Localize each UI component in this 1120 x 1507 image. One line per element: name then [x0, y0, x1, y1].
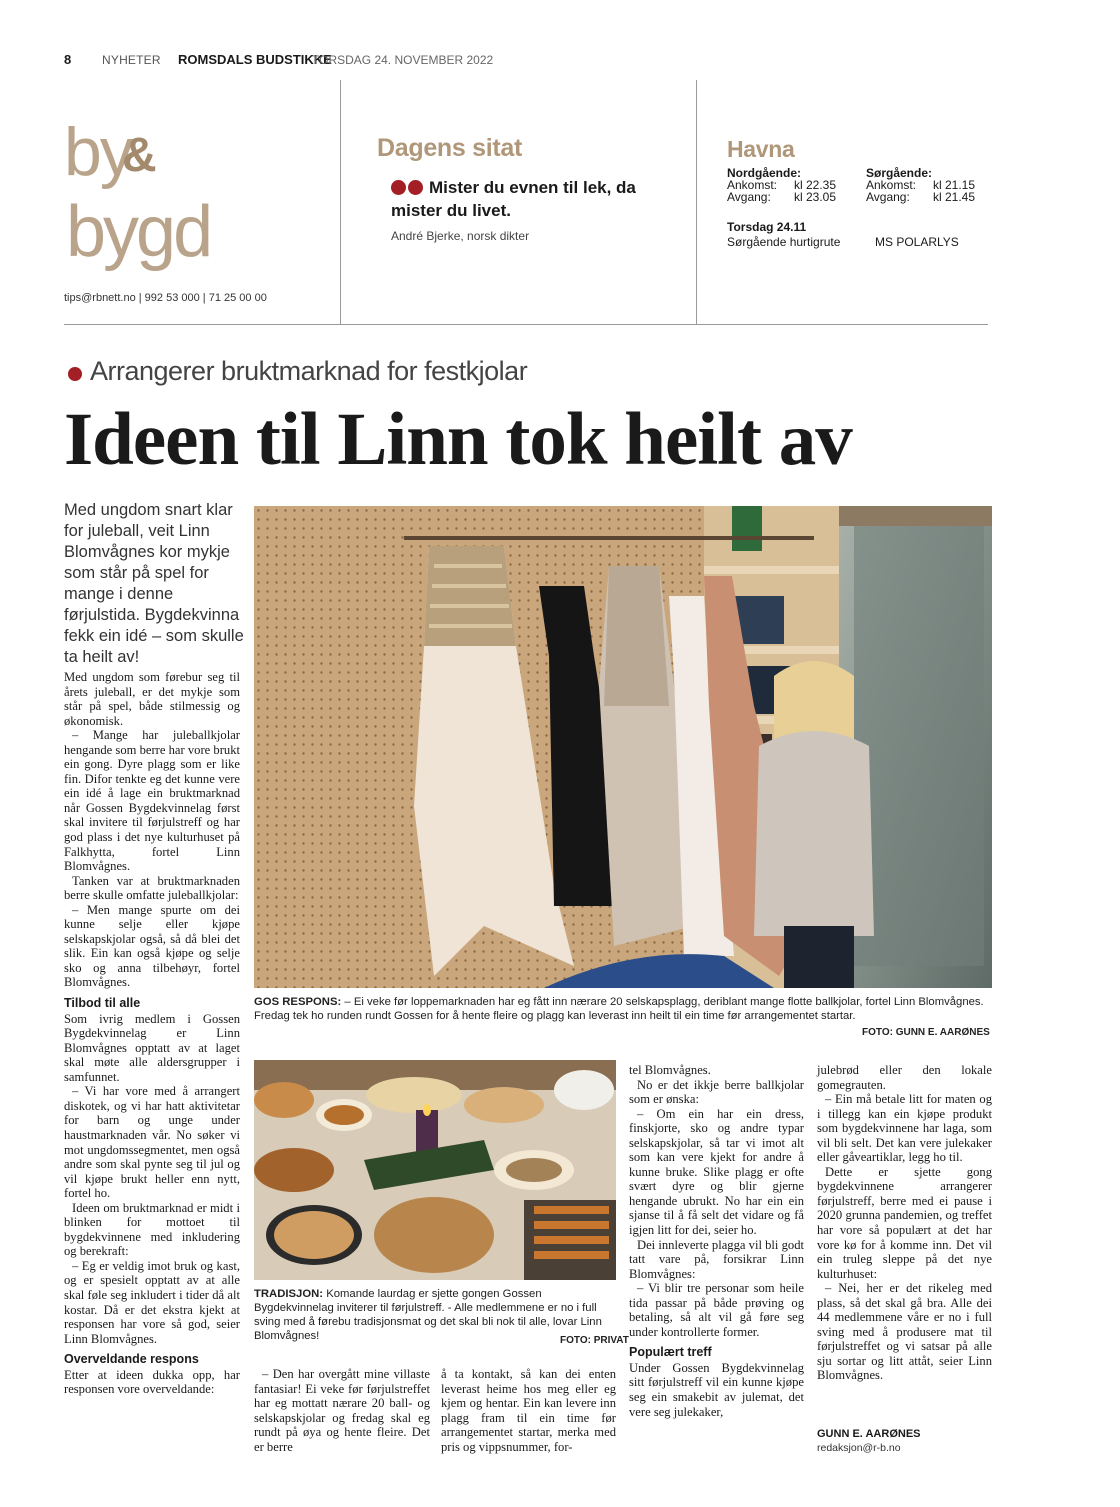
- paragraph: Under Gossen Bygdekvinnelag sitt førjulstreff vil ein kunne kjøpe seg ein smakebit av julemat, det vere seg julekaker,: [629, 1360, 804, 1419]
- logo-by: by: [64, 114, 132, 190]
- north-departure-time: kl 23.05: [794, 190, 837, 204]
- headline: Ideen til Linn tok heilt av: [64, 398, 852, 481]
- route-name: Sørgående hurtigrute: [727, 235, 841, 249]
- tips-contact: tips@rbnett.no | 992 53 000 | 71 25 00 00: [64, 292, 267, 304]
- north-arrival-time: kl 22.35: [794, 178, 837, 192]
- photo2-credit: FOTO: PRIVAT: [560, 1335, 629, 1346]
- north-departure-label: Avgang:: [727, 190, 771, 204]
- newspaper-name: ROMSDALS BUDSTIKKE: [178, 52, 332, 67]
- paragraph: – Ein må betale litt for maten og i tillegg kan ein kjøpe produkt som bygdekvinnene har laga, som vil bli selt. Det kan vere julekaker eller gåveartiklar, legg ho til.: [817, 1092, 992, 1165]
- quote-heading: Dagens sitat: [377, 134, 523, 162]
- subheading: Populært treff: [629, 1345, 712, 1360]
- section-label: NYHETER: [102, 53, 161, 67]
- paragraph: Tanken var at bruktmarknaden berre skulle omfatte juleballkjolar:: [64, 873, 240, 903]
- paragraph: – Mange har juleballkjolar hengande som berre har vore brukt ein gong. Dyre plagg som er like fin. Difor tenkte eg det kunne vere ein idé å lage ein bruktmarknad når Gossen Bygdekvinnelag først skal invitere til førjulstreff og har god plass i det nye kulturhuset på Falkhytta, fortel Linn Blomvågnes.: [64, 728, 240, 874]
- article-column-4: [629, 1063, 804, 1419]
- photo1-credit: FOTO: GUNN E. AARØNES: [862, 1027, 990, 1038]
- kicker-bullet-icon: [68, 367, 82, 381]
- route-day: Torsdag 24.11: [727, 220, 807, 234]
- logo-bygd: bygd: [66, 192, 211, 272]
- south-label: Sørgående:: [866, 166, 933, 180]
- paragraph: Som ivrig medlem i Gossen Bygdekvinnelag er Linn Blomvågnes opptatt av at laget skal møte alle aldersgrupper i samfunnet.: [64, 1011, 240, 1084]
- issue-date: TORSDAG 24. NOVEMBER 2022: [312, 53, 494, 67]
- article-column-2: [254, 1367, 430, 1454]
- north-label: Nordgående:: [727, 166, 802, 180]
- north-arrival-label: Ankomst:: [727, 178, 778, 192]
- quote-text: Mister du evnen til lek, da mister du livet.: [391, 178, 636, 220]
- divider: [64, 324, 988, 325]
- photo2-caption-text: Komande laurdag er sjette gongen Gossen Bygdekvinnelag inviterer til førjulstreff. - Alle medlemmene er no i full sving med å førebu tradisjonsmat og det skal bli nok til alle, lovar Linn Blomvågnes!: [254, 1288, 602, 1342]
- kicker: Arrangerer bruktmarknad for festkjolar: [90, 356, 528, 386]
- ship-name: MS POLARLYS: [875, 235, 959, 249]
- paragraph: – Nei, her er det rikeleg med plass, så det skal gå bra. Alle dei 44 medlemmene våre er no i full sving med å produsere mat til førjulstreffet og vi satsar på alle sju sortar og litt attåt, seier Linn Blomvågnes.: [817, 1281, 992, 1383]
- south-arrival-time: kl 21.15: [933, 178, 976, 192]
- south-arrival-label: Ankomst:: [866, 178, 917, 192]
- food-table-photo: [254, 1060, 616, 1280]
- paragraph: Dette er sjette gong bygdekvinnene arrangerer førjulstreff, berre med ei pause i 2020 grunna pandemien, og treffet har vore så populært at det har vore kø for å komme inn. Det vil ein truleg sleppe på det nye kulturhuset:: [817, 1164, 992, 1281]
- photo2-caption-label: TRADISJON:: [254, 1288, 324, 1300]
- divider: [696, 80, 697, 325]
- logo-ampersand: &: [122, 129, 157, 182]
- dresses-photo: [254, 506, 992, 988]
- paragraph: å ta kontakt, så kan dei enten leverast heime hos meg eller eg kjem og hentar. Ein kan levere inn plagg fram til ein time før arrangementet startar, merka med pris og vippsnummer, for-: [441, 1367, 616, 1454]
- photo1-caption-label: GOS RESPONS:: [254, 996, 342, 1008]
- paragraph: Med ungdom som førebur seg til årets juleball, er det mykje som står på spel, både stilmessig og økonomisk.: [64, 670, 240, 728]
- article-column-3: [441, 1367, 616, 1454]
- photo1-caption-text: – Ei veke før loppemarknaden har eg fått inn nærare 20 selskapsplagg, deriblant mange flotte ballkjolar, fortel Linn Blomvågnes. Fredag tek ho runden rundt Gossen for å hente fleire og plagg kan leverast inn heilt til ein time før arrangementet startar.: [254, 996, 984, 1022]
- paragraph: – Vi har vore med å arrangert diskotek, og vi har hatt aktivitetar for barn og unge under haustmarknaden vår. No søker vi mot ungdomssegmentet, men også andre som skal pynte seg til jul og vil kjøpe brukt heller enn nytt, fortel ho.: [64, 1084, 240, 1201]
- paragraph: – Eg er veldig imot bruk og kast, og er spesielt opptatt av at alle skal føle seg inkludert i tider då alt kostar. Då er det ekstra kjekt at responsen har vore så god, seier Linn Blomvågnes.: [64, 1258, 240, 1346]
- paragraph: No er det ikkje berre ballkjolar som er ønska:: [629, 1077, 804, 1107]
- paragraph: – Den har overgått mine villaste fantasiar! Ei veke før førjulstreffet har eg mottatt nærare 20 ball- og selskapskjolar og fredag skal eg rundt på øya og hente fleire. Det er berre: [254, 1367, 430, 1454]
- paragraph: Etter at ideen dukka opp, har responsen vore overveldande:: [64, 1367, 240, 1397]
- section-logo: [64, 114, 264, 288]
- subheading: Overveldande respons: [64, 1352, 199, 1367]
- quote-author: André Bjerke, norsk dikter: [391, 229, 530, 243]
- page-number: 8: [64, 52, 72, 67]
- byline-email[interactable]: redaksjon@r-b.no: [817, 1442, 901, 1454]
- paragraph: Ideen om bruktmarknad er midt i blinken for mottoet til bygdekvinnene med inkludering og berekraft:: [64, 1200, 240, 1259]
- byline: GUNN E. AARØNES: [817, 1428, 921, 1440]
- south-departure-label: Avgang:: [866, 190, 910, 204]
- paragraph: – Men mange spurte om dei kunne selje eller kjøpe selskapskjolar også, så då blei det slik. Ein kan også kjøpe og selje sko og anna tilbehøyr, fortel Blomvågnes.: [64, 902, 240, 990]
- ingress: Med ungdom snart klar for juleball, veit Linn Blomvågnes kor mykje som står på spel for mange i denne førjulstida. Bygdekvinna fekk ein idé – som skulle ta heilt av!: [64, 501, 244, 666]
- photo1-caption: [254, 995, 992, 1023]
- article-column-1: [64, 670, 240, 1397]
- article-column-5: [817, 1063, 992, 1383]
- paragraph: Dei innleverte plagga vil bli godt tatt vare på, forsikrar Linn Blomvågnes:: [629, 1237, 804, 1281]
- paragraph: julebrød eller den lokale gomegrauten.: [817, 1063, 992, 1092]
- paragraph: tel Blomvågnes.: [629, 1063, 711, 1077]
- subheading: Tilbod til alle: [64, 996, 141, 1011]
- harbour-heading: Havna: [727, 136, 795, 162]
- divider: [340, 80, 341, 325]
- paragraph: – Om ein har ein dress, finskjorte, sko og andre typar selskapskjolar, så tar vi imot alt som kan vere kjekt for andre å kunne bruke. Slike plagg er ofte svært dyre og blir gjerne hengande ubrukt. No har ein ein sjanse til å få selt det vidare og få igjen litt for dei, seier ho.: [629, 1106, 804, 1238]
- paragraph: – Vi blir tre personar som heile tida passar på både prøving og betaling, så alt vil gå føre seg under kontrollerte former.: [629, 1281, 804, 1339]
- south-departure-time: kl 21.45: [933, 190, 976, 204]
